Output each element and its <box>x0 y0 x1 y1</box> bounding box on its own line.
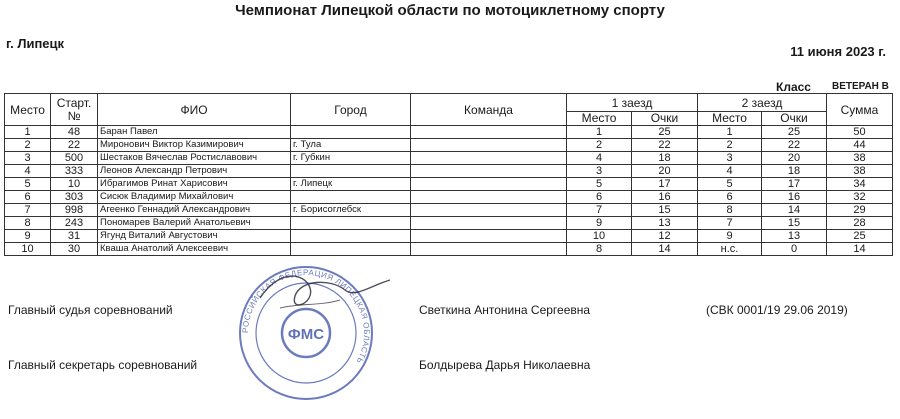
cell-start-no: 10 <box>51 178 98 191</box>
cell-name: Ягунд Виталий Августович <box>98 230 291 243</box>
header-city: Город <box>291 94 411 126</box>
cell-name: Шестаков Вячеслав Ростиславович <box>98 152 291 165</box>
cell-place: 7 <box>5 204 51 217</box>
cell-sum: 34 <box>827 178 893 191</box>
cell-place: 9 <box>5 230 51 243</box>
cell-race2-place: 4 <box>698 165 762 178</box>
cell-team <box>411 165 567 178</box>
cell-race1-place: 4 <box>567 152 632 165</box>
cell-race2-points: 25 <box>762 126 827 139</box>
cell-race2-points: 20 <box>762 152 827 165</box>
cell-race2-place: 9 <box>698 230 762 243</box>
class-value: ВЕТЕРАН В <box>832 81 889 92</box>
table-row <box>5 165 893 178</box>
page-title: Чемпионат Липецкой области по мотоциклетному спорту <box>235 2 665 19</box>
cell-race2-place: н.с. <box>698 243 762 256</box>
cell-race1-points: 15 <box>632 204 698 217</box>
header-race2: 2 заезд <box>698 94 827 112</box>
cell-start-no: 30 <box>51 243 98 256</box>
table-row <box>5 139 893 152</box>
header-race2-place: Место <box>698 112 762 126</box>
cell-race1-place: 8 <box>567 243 632 256</box>
table-row <box>5 230 893 243</box>
cell-race2-points: 14 <box>762 204 827 217</box>
cell-place: 8 <box>5 217 51 230</box>
stamp-center-text: ФМС <box>287 326 325 343</box>
cell-team <box>411 152 567 165</box>
cell-sum: 38 <box>827 152 893 165</box>
cell-race2-points: 13 <box>762 230 827 243</box>
cell-sum: 44 <box>827 139 893 152</box>
header-race1-points: Очки <box>632 112 698 126</box>
city-label: г. Липецк <box>6 36 65 51</box>
cell-start-no: 48 <box>51 126 98 139</box>
table-row <box>5 204 893 217</box>
cell-sum: 50 <box>827 126 893 139</box>
cell-name: Агеенко Геннадий Александрович <box>98 204 291 217</box>
cell-race1-points: 16 <box>632 191 698 204</box>
cell-team <box>411 178 567 191</box>
cell-start-no: 31 <box>51 230 98 243</box>
cell-sum: 25 <box>827 230 893 243</box>
cell-race1-place: 9 <box>567 217 632 230</box>
cell-city <box>291 126 411 139</box>
cell-race1-points: 20 <box>632 165 698 178</box>
cell-race1-place: 10 <box>567 230 632 243</box>
cell-race1-place: 6 <box>567 191 632 204</box>
cell-race2-place: 6 <box>698 191 762 204</box>
cell-city: г. Липецк <box>291 178 411 191</box>
cell-city <box>291 217 411 230</box>
header-start-no: Старт. № <box>51 94 98 126</box>
cell-race1-points: 22 <box>632 139 698 152</box>
header-place: Место <box>5 94 51 126</box>
cell-race1-place: 1 <box>567 126 632 139</box>
cell-race2-place: 3 <box>698 152 762 165</box>
cell-place: 6 <box>5 191 51 204</box>
cell-race1-points: 25 <box>632 126 698 139</box>
cell-start-no: 333 <box>51 165 98 178</box>
cell-name: Леонов Александр Петрович <box>98 165 291 178</box>
cell-city <box>291 230 411 243</box>
cell-city <box>291 191 411 204</box>
cell-city: г. Тула <box>291 139 411 152</box>
cell-race1-points: 17 <box>632 178 698 191</box>
table-row <box>5 191 893 204</box>
cell-place: 3 <box>5 152 51 165</box>
cell-team <box>411 204 567 217</box>
cell-race2-points: 22 <box>762 139 827 152</box>
table-row <box>5 178 893 191</box>
table-row <box>5 126 893 139</box>
header-sum: Сумма <box>827 94 893 126</box>
cell-race2-place: 5 <box>698 178 762 191</box>
cell-race1-points: 13 <box>632 217 698 230</box>
cell-race2-place: 8 <box>698 204 762 217</box>
cell-name: Миронович Виктор Казимирович <box>98 139 291 152</box>
cell-place: 4 <box>5 165 51 178</box>
table-row <box>5 243 893 256</box>
cell-name: Ибрагимов Ринат Харисович <box>98 178 291 191</box>
cell-race2-points: 15 <box>762 217 827 230</box>
secretary-role: Главный секретарь соревнований <box>8 358 198 372</box>
date-label: 11 июня 2023 г. <box>790 44 886 59</box>
cell-race2-place: 7 <box>698 217 762 230</box>
header-race1-place: Место <box>567 112 632 126</box>
cell-place: 10 <box>5 243 51 256</box>
cell-race2-points: 16 <box>762 191 827 204</box>
cell-sum: 29 <box>827 204 893 217</box>
cell-city <box>291 243 411 256</box>
secretary-name: Болдырева Дарья Николаевна <box>419 358 591 372</box>
judge-license: (СВК 0001/19 29.06 2019) <box>706 303 848 317</box>
judge-signature <box>250 258 400 328</box>
cell-race1-place: 3 <box>567 165 632 178</box>
cell-race2-place: 1 <box>698 126 762 139</box>
results-table <box>4 93 893 256</box>
cell-race1-points: 14 <box>632 243 698 256</box>
cell-city: г. Губкин <box>291 152 411 165</box>
header-team: Команда <box>411 94 567 126</box>
header-race2-points: Очки <box>762 112 827 126</box>
cell-place: 2 <box>5 139 51 152</box>
cell-start-no: 500 <box>51 152 98 165</box>
class-label: Класс <box>776 80 811 94</box>
header-race1: 1 заезд <box>567 94 698 112</box>
cell-sum: 38 <box>827 165 893 178</box>
table-row <box>5 217 893 230</box>
cell-start-no: 303 <box>51 191 98 204</box>
cell-team <box>411 191 567 204</box>
cell-start-no: 998 <box>51 204 98 217</box>
cell-city: г. Борисоглебск <box>291 204 411 217</box>
cell-team <box>411 126 567 139</box>
judge-name: Светкина Антонина Сергеевна <box>419 303 591 317</box>
cell-race1-points: 18 <box>632 152 698 165</box>
cell-team <box>411 139 567 152</box>
cell-race1-points: 12 <box>632 230 698 243</box>
judge-role: Главный судья соревнований <box>8 303 173 317</box>
cell-place: 1 <box>5 126 51 139</box>
cell-name: Пономарев Валерий Анатольевич <box>98 217 291 230</box>
cell-start-no: 22 <box>51 139 98 152</box>
cell-team <box>411 230 567 243</box>
stamp-ring-text: РОССИЙСКАЯ ФЕДЕРАЦИЯ ЛИПЕЦКАЯ ОБЛАСТЬ <box>240 267 372 366</box>
cell-race1-place: 2 <box>567 139 632 152</box>
cell-team <box>411 243 567 256</box>
cell-race2-points: 0 <box>762 243 827 256</box>
cell-name: Сисюк Владимир Михайлович <box>98 191 291 204</box>
cell-sum: 14 <box>827 243 893 256</box>
cell-team <box>411 217 567 230</box>
cell-race2-place: 2 <box>698 139 762 152</box>
table-row <box>5 152 893 165</box>
cell-name: Баран Павел <box>98 126 291 139</box>
cell-name: Кваша Анатолий Алексеевич <box>98 243 291 256</box>
cell-race2-points: 18 <box>762 165 827 178</box>
cell-sum: 32 <box>827 191 893 204</box>
cell-place: 5 <box>5 178 51 191</box>
cell-race2-points: 17 <box>762 178 827 191</box>
cell-sum: 28 <box>827 217 893 230</box>
cell-start-no: 243 <box>51 217 98 230</box>
cell-city <box>291 165 411 178</box>
cell-race1-place: 5 <box>567 178 632 191</box>
header-name: ФИО <box>98 94 291 126</box>
cell-race1-place: 7 <box>567 204 632 217</box>
